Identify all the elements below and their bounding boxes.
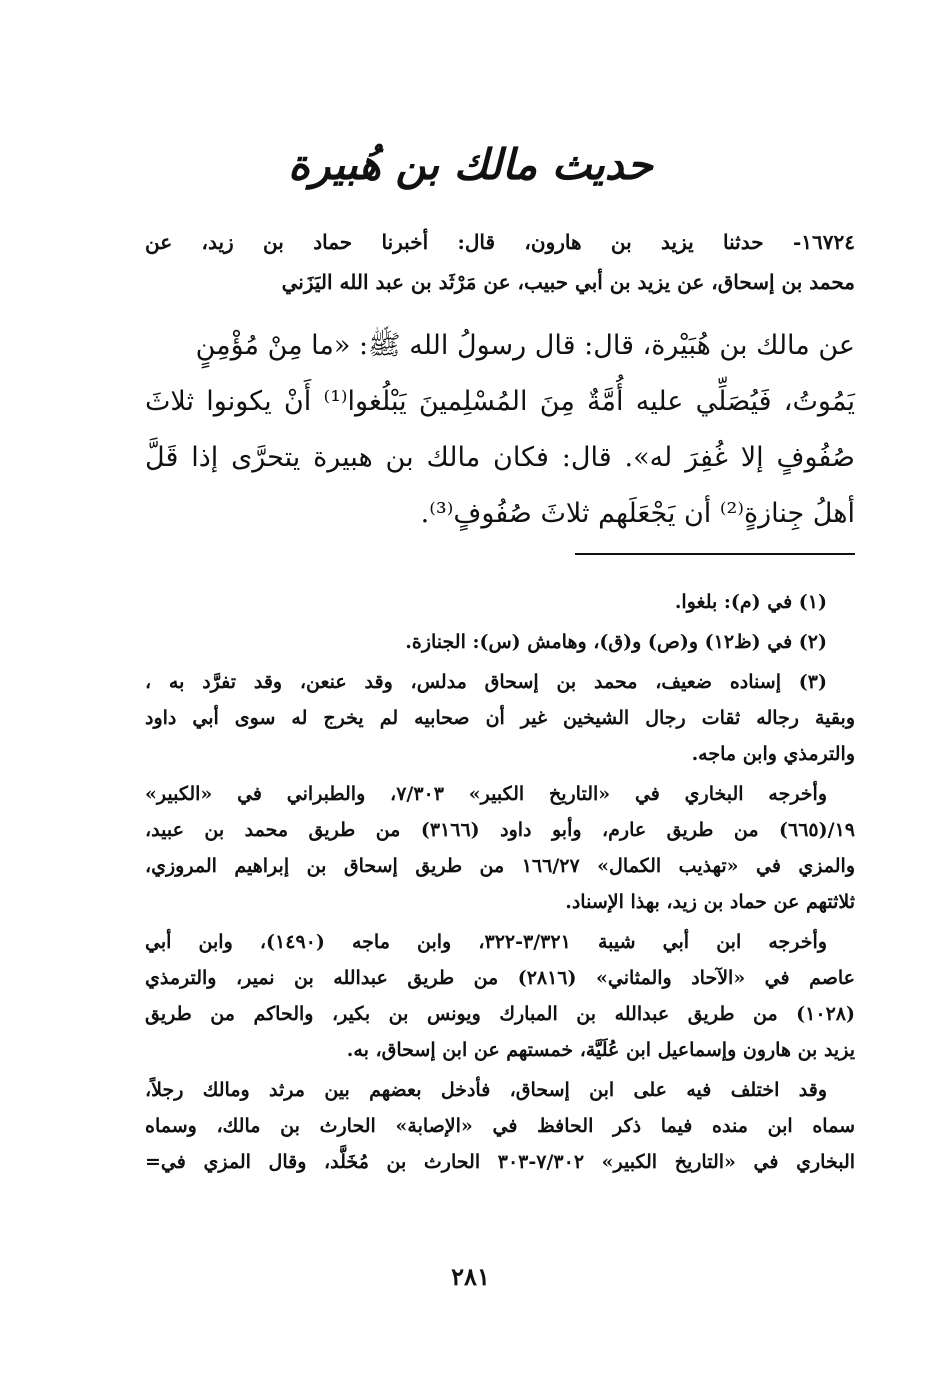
footnote-1 [145,584,855,620]
footnote-line: (١٠٢٨) من طريق عبدالله بن المبارك ويونس بن بكير، والحاكم من طريق [145,1003,855,1025]
footnote-line: (٢) في (ظ١٢) و(ص) و(ق)، وهامش (س): الجنازة. [405,631,827,653]
hadith-matn [145,318,855,542]
isnad-line: محمد بن إسحاق، عن يزيد بن أبي حبيب، عن مَرْثَد بن عبد الله اليَزَني [281,270,855,294]
footnote-3-paragraph-2 [145,776,855,920]
footnote-3 [145,664,855,772]
footnote-divider [575,553,855,555]
matn-line: يَمُوتُ، فَيُصَلِّي عليه أُمَّةٌ مِنَ المُسْلِمينَ يَبْلُغوا⁽¹⁾ أَنْ يكونوا ثلاثَ [145,386,855,417]
footnote-line: وبقية رجاله ثقات رجال الشيخين غير أن صحابيه لم يخرج له سوى أبي داود [145,707,855,729]
matn-line: صُفُوفٍ إلا غُفِرَ له». قال: فكان مالك بن هبيرة يتحرَّى إذا قَلَّ [145,442,855,473]
footnote-line: وأخرجه البخاري في «التاريخ الكبير» ٧/٣٠٣، والطبراني في «الكبير» [145,783,827,805]
footnote-line: وأخرجه ابن أبي شيبة ٣/٣٢١-٣٢٢، وابن ماجه (١٤٩٠)، وابن أبي [145,931,827,953]
isnad-line: ١٦٧٢٤- حدثنا يزيد بن هارون، قال: أخبرنا حماد بن زيد، عن [145,230,855,254]
matn-line: أهلُ جِنازةٍ⁽²⁾ أن يَجْعَلَهم ثلاثَ صُفُوفٍ⁽³⁾. [420,498,855,529]
footnote-line: والمزي في «تهذيب الكمال» ١٦٦/٢٧ من طريق إسحاق بن إبراهيم المروزي، [145,855,855,877]
chapter-title: حديث مالك بن هُبيرة [288,140,653,189]
footnote-2 [145,624,855,660]
hadith-isnad [145,222,855,302]
page-number: ٢٨١ [451,1262,490,1291]
footnote-3-paragraph-4 [145,1072,855,1180]
footnote-line: البخاري في «التاريخ الكبير» ٧/٣٠٢-٣٠٣ الحارث بن مُخَلَّد، وقال المزي في= [145,1151,856,1173]
matn-line: عن مالك بن هُبَيْرة، قال: قال رسولُ الله ﷺ: «ما مِنْ مُؤْمِنٍ [195,330,855,361]
footnote-line: وقد اختلف فيه على ابن إسحاق، فأدخل بعضهم بين مرثد ومالك رجلاً، [145,1079,827,1101]
footnote-line: عاصم في «الآحاد والمثاني» (٢٨١٦) من طريق عبدالله بن نمير، والترمذي [145,967,855,989]
footnote-line: يزيد بن هارون وإسماعيل ابن عُلَيَّة، خمستهم عن ابن إسحاق، به. [346,1039,855,1061]
footnotes [145,584,855,1184]
footnote-line: سماه ابن منده فيما ذكر الحافظ في «الإصابة» الحارث بن مالك، وسماه [145,1115,855,1137]
footnote-line: (٣) إسناده ضعيف، محمد بن إسحاق مدلس، وقد عنعن، وقد تفرَّد به ، [145,671,827,693]
footnote-line: (١) في (م): بلغوا. [674,591,827,613]
footnote-line: ١٩/(٦٦٥) من طريق عارم، وأبو داود (٣١٦٦) من طريق محمد بن عبيد، [145,819,855,841]
footnote-line: ثلاثتهم عن حماد بن زيد، بهذا الإسناد. [565,891,855,913]
footnote-line: والترمذي وابن ماجه. [691,743,855,765]
footnote-3-paragraph-3 [145,924,855,1068]
